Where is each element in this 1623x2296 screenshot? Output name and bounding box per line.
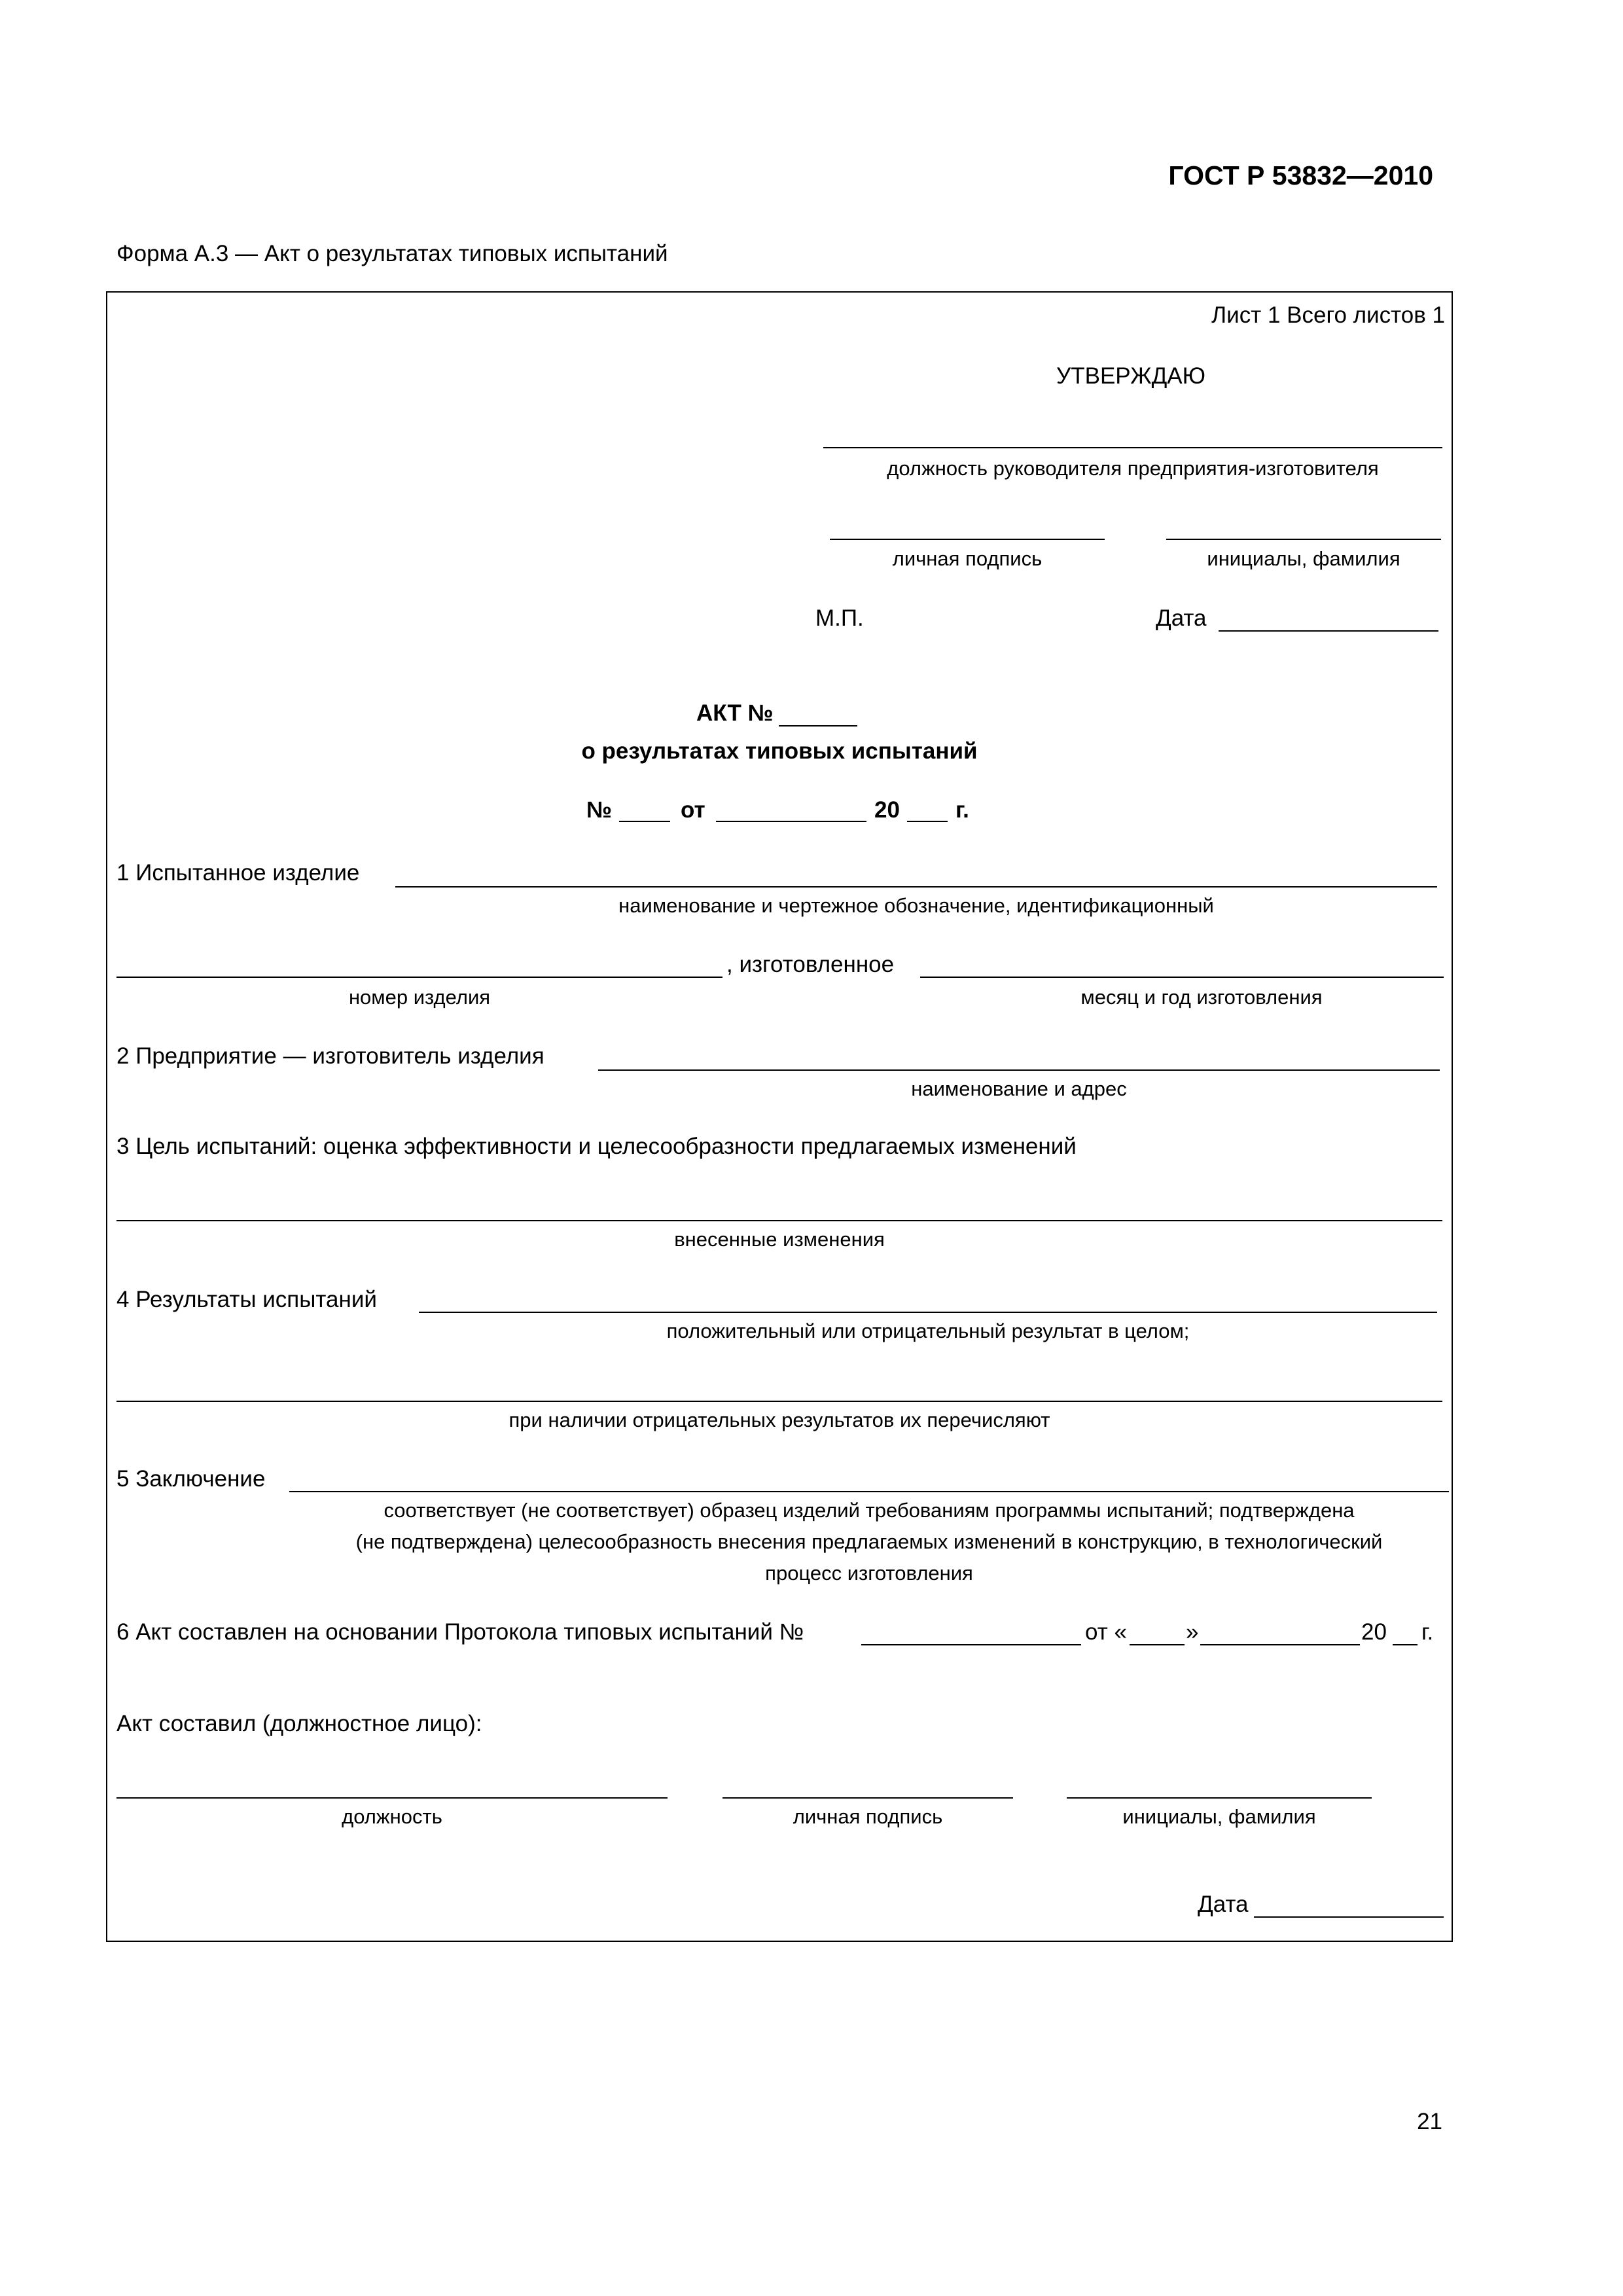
compiler-date-line[interactable] [1254,1916,1444,1918]
item2-enterprise-line[interactable] [598,1069,1440,1071]
approval-name-caption: инициалы, фамилия [1207,547,1400,570]
item1-date-caption: месяц и год изготовления [1080,986,1323,1009]
item5-caption-line3: процесс изготовления [765,1562,973,1585]
compiler-name-caption: инициалы, фамилия [1122,1805,1316,1828]
compiler-name-line[interactable] [1067,1797,1372,1799]
item1-number-caption: номер изделия [348,986,491,1009]
item1-label: 1 Испытанное изделие [116,860,360,886]
item5-label: 5 Заключение [116,1466,266,1492]
compiler-signature-caption: личная подпись [793,1805,943,1828]
approval-position-caption: должность руководителя предприятия-изготовителя [887,457,1379,480]
act-year-prefix: 20 [874,797,900,823]
item6-close-quote: » [1186,1619,1199,1645]
page-number: 21 [1417,2109,1442,2134]
item2-caption: наименование и адрес [911,1077,1127,1100]
act-number-field[interactable] [619,821,670,822]
act-number-line[interactable] [779,725,857,726]
approval-name-line[interactable] [1166,539,1441,540]
sheet-info: Лист 1 Всего листов 1 [1211,302,1445,328]
approval-date-line[interactable] [1219,630,1438,632]
item3-caption: внесенные изменения [674,1228,885,1251]
item4-result-line[interactable] [419,1312,1437,1313]
compiler-position-line[interactable] [116,1797,668,1799]
act-number-label: № [586,797,613,823]
approval-signature-line[interactable] [830,539,1105,540]
item6-day-line[interactable] [1130,1644,1185,1645]
compiler-position-caption: должность [342,1805,442,1828]
item4-negative-line[interactable] [116,1401,1442,1402]
item4-caption2: при наличии отрицательных результатов их перечисляют [508,1408,1050,1431]
item6-year-suffix: г. [1421,1619,1434,1645]
item6-year-prefix: 20 [1361,1619,1387,1645]
item5-caption-line2: (не подтверждена) целесообразность внесения предлагаемых изменений в конструкцию, в технологический [355,1530,1383,1553]
item1-caption: наименование и чертежное обозначение, идентификационный [618,894,1214,917]
form-caption: Форма А.3 — Акт о результатах типовых испытаний [116,241,668,266]
act-subtitle: о результатах типовых испытаний [581,738,978,764]
item6-protocol-number-line[interactable] [861,1644,1081,1645]
act-title: АКТ № [696,700,774,726]
item3-changes-line[interactable] [116,1220,1442,1221]
item2-label: 2 Предприятие — изготовитель изделия [116,1043,544,1069]
item4-label: 4 Результаты испытаний [116,1287,377,1312]
item6-from-label: от « [1085,1619,1127,1645]
approval-signature-caption: личная подпись [892,547,1043,570]
act-year-suffix: г. [955,797,969,823]
act-date-field[interactable] [716,821,866,822]
compiler-label: Акт составил (должностное лицо): [116,1711,482,1736]
item6-month-line[interactable] [1200,1644,1360,1645]
approval-position-line[interactable] [823,447,1442,448]
document-standard-number: ГОСТ Р 53832—2010 [1168,160,1433,190]
item1-number-line[interactable] [116,977,722,978]
act-year-field[interactable] [907,821,948,822]
act-from-label: от [681,797,705,823]
item1-product-line[interactable] [395,886,1437,888]
seal-label: М.П. [815,605,864,631]
item5-caption-line1: соответствует (не соответствует) образец изделий требованиям программы испытаний; подтверждена [383,1499,1355,1522]
approval-date-label: Дата [1156,605,1207,631]
item4-caption1: положительный или отрицательный результат в целом; [666,1319,1190,1342]
item6-year-line[interactable] [1393,1644,1418,1645]
item1-manufactured-label: , изготовленное [726,952,895,977]
item3-label: 3 Цель испытаний: оценка эффективности и целесообразности предлагаемых изменений [116,1134,1077,1159]
item1-date-line[interactable] [920,977,1444,978]
approval-title: УТВЕРЖДАЮ [1056,363,1205,389]
compiler-date-label: Дата [1198,1892,1249,1917]
item6-label: 6 Акт составлен на основании Протокола типовых испытаний № [116,1619,804,1645]
item5-conclusion-line[interactable] [289,1491,1449,1492]
compiler-signature-line[interactable] [722,1797,1013,1799]
